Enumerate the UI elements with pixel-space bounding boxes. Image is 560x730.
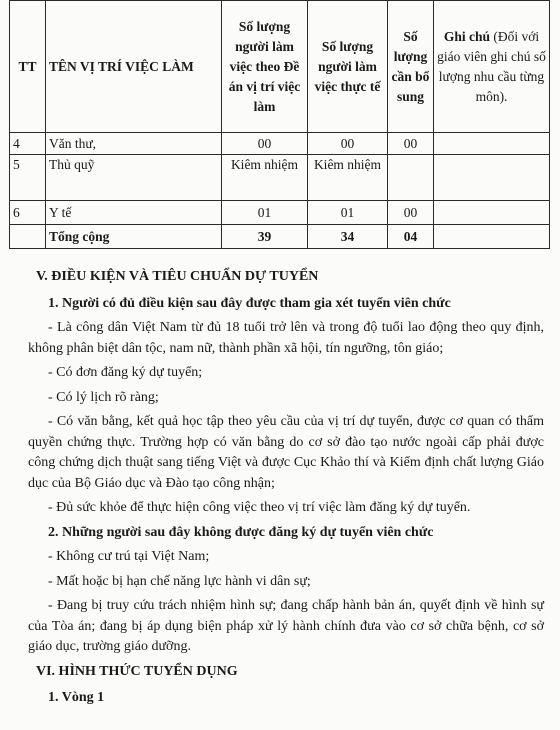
row-bo-sung: 00 bbox=[388, 133, 434, 155]
subsection-round-1-heading: 1. Vòng 1 bbox=[48, 690, 105, 705]
header-actual-count: Số lượng người làm việc thực tế bbox=[308, 1, 388, 133]
row-ghi-chu bbox=[434, 155, 550, 201]
header-tt: TT bbox=[10, 1, 46, 133]
total-thuc-te: 34 bbox=[308, 225, 388, 249]
row-thuc-te: 00 bbox=[308, 133, 388, 155]
total-label: Tổng cộng bbox=[46, 225, 222, 249]
header-planned-count: Số lượng người làm việc theo Đề án vị trí việc làm bbox=[222, 1, 308, 133]
header-notes bbox=[434, 1, 550, 133]
header-needed-count: Số lượng cần bổ sung bbox=[388, 1, 434, 133]
row-de-an: 01 bbox=[222, 201, 308, 225]
paragraph-application: - Có đơn đăng ký dự tuyển; bbox=[48, 365, 203, 380]
table-header-row bbox=[10, 1, 550, 133]
total-ghi-chu bbox=[434, 225, 550, 249]
header-notes-text: (Đối với giáo viên ghi chú số lượng nhu cầu từng môn). bbox=[437, 28, 546, 104]
total-bo-sung: 04 bbox=[388, 225, 434, 249]
paragraph-background: - Có lý lịch rõ ràng; bbox=[48, 389, 159, 405]
paragraph-degree: - Có văn bằng, kết quả học tập theo yêu cầu của vị trí dự tuyển, được cơ quan có thẩm quyền chứng thực. Trường hợp có văn bằng do cơ sở đào tạo nước ngoài cấp phải được công chứng dịch thuật sang tiếng Việt và được Cục Khảo thí và Kiểm định chất lượng Giáo dục của Bộ Giáo dục và Đào tạo công nhận; bbox=[28, 414, 544, 491]
row-bo-sung bbox=[388, 155, 434, 201]
header-position-name: TÊN VỊ TRÍ VIỆC LÀM bbox=[46, 1, 222, 133]
row-de-an: 00 bbox=[222, 133, 308, 155]
paragraph-residence: - Không cư trú tại Việt Nam; bbox=[48, 549, 210, 564]
section-5-heading: V. ĐIỀU KIỆN VÀ TIÊU CHUẨN DỰ TUYỂN bbox=[36, 269, 319, 284]
row-name: Thủ quỹ bbox=[46, 155, 222, 201]
section-6-heading: VI. HÌNH THỨC TUYỂN DỤNG bbox=[36, 663, 238, 679]
subsection-1-heading: 1. Người có đủ điều kiện sau đây được tham gia xét tuyển viên chức bbox=[48, 295, 451, 311]
table-total-row bbox=[10, 225, 550, 249]
row-tt: 6 bbox=[10, 201, 46, 225]
row-tt: 5 bbox=[10, 155, 46, 201]
row-name: Y tế bbox=[46, 201, 222, 225]
row-thuc-te: 01 bbox=[308, 201, 388, 225]
total-tt bbox=[10, 225, 46, 249]
row-tt: 4 bbox=[10, 133, 46, 155]
paragraph-citizenship: - Là công dân Việt Nam từ đủ 18 tuổi trở lên và trong độ tuổi lao động theo quy định, không phân biệt dân tộc, nam nữ, thành phần xã hội, tín ngưỡng, tôn giáo; bbox=[28, 320, 544, 356]
row-ghi-chu bbox=[434, 133, 550, 155]
subsection-2-heading: 2. Những người sau đây không được đăng ký dự tuyển viên chức bbox=[48, 524, 434, 540]
row-de-an: Kiêm nhiệm bbox=[222, 155, 308, 201]
row-bo-sung: 00 bbox=[388, 201, 434, 225]
table-row bbox=[10, 133, 550, 155]
row-ghi-chu bbox=[434, 201, 550, 225]
body-text bbox=[28, 267, 544, 713]
paragraph-criminal: - Đang bị truy cứu trách nhiệm hình sự; đang chấp hành bản án, quyết định về hình sự của Tòa án; đang bị áp dụng biện pháp xử lý hành chính đưa vào cơ sở chữa bệnh, cơ sở giáo dục, trường giáo dưỡng. bbox=[28, 598, 544, 654]
paragraph-health: - Đủ sức khỏe để thực hiện công việc theo vị trí việc làm đăng ký dự tuyển. bbox=[48, 500, 471, 515]
paragraph-capacity: - Mất hoặc bị hạn chế năng lực hành vi dân sự; bbox=[48, 573, 311, 589]
total-de-an: 39 bbox=[222, 225, 308, 249]
staffing-table bbox=[9, 0, 550, 249]
row-thuc-te: Kiêm nhiệm bbox=[308, 155, 388, 201]
table-row bbox=[10, 155, 550, 201]
row-name: Văn thư, bbox=[46, 133, 222, 155]
header-notes-bold: Ghi chú bbox=[443, 28, 490, 44]
table-row bbox=[10, 201, 550, 225]
